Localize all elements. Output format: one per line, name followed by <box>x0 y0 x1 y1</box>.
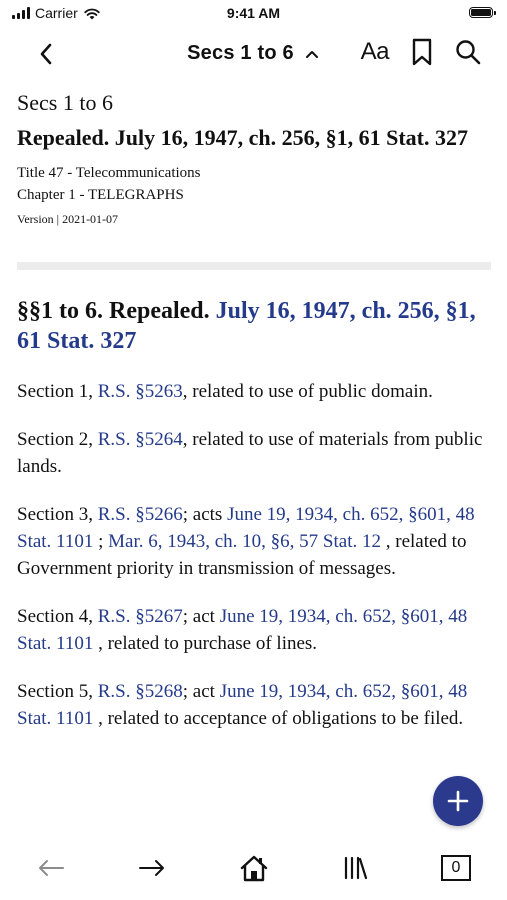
forward-nav-button[interactable] <box>134 850 170 886</box>
forward-arrow-icon <box>138 858 166 878</box>
collapse-chevron-up-icon <box>304 48 320 60</box>
library-icon <box>341 855 369 881</box>
carrier-label: Carrier <box>35 5 78 21</box>
citation-link[interactable]: R.S. §5267 <box>97 606 183 627</box>
para-text: , related to use of materials from public lands. <box>17 429 483 477</box>
paragraph-section-5 <box>17 678 491 732</box>
para-text: , related to acceptance of obligations to be filed. <box>93 708 464 729</box>
font-size-button[interactable]: Aa <box>360 38 389 65</box>
paragraph-section-3 <box>17 501 491 582</box>
tabs-counter-icon <box>441 855 471 881</box>
citation-link[interactable]: R.S. §5266 <box>97 504 183 525</box>
para-text: Section 3, <box>17 504 98 525</box>
section-title-text: §§1 to 6. Repealed. <box>17 298 216 324</box>
doc-version: Version | 2021-01-07 <box>17 212 119 226</box>
paragraph-section-4 <box>17 603 491 657</box>
back-nav-button[interactable] <box>33 850 69 886</box>
para-text: ; acts <box>182 504 228 525</box>
citation-link[interactable]: R.S. §5263 <box>97 381 183 402</box>
citation-link[interactable]: Mar. 6, 1943, ch. 10, §6, 57 Stat. 12 <box>108 531 381 552</box>
home-icon <box>239 854 269 882</box>
section-title-link[interactable]: July 16, 1947, ch. 256, §1, 61 Stat. 327 <box>17 298 476 354</box>
plus-icon <box>447 790 469 812</box>
nav-title: Secs 1 to 6 <box>187 42 294 64</box>
document-content <box>17 296 491 753</box>
citation-link[interactable]: June 19, 1934, ch. 652, §601, 48 Stat. 1101 <box>17 504 475 552</box>
battery-icon <box>469 7 493 18</box>
para-text: Section 5, <box>17 681 98 702</box>
citation-link[interactable]: R.S. §5264 <box>97 429 183 450</box>
nav-actions <box>361 38 481 66</box>
citation-link[interactable]: R.S. §5268 <box>97 681 183 702</box>
paragraph-section-1 <box>17 378 491 405</box>
para-text: , related to use of public domain. <box>182 381 433 402</box>
status-time: 9:41 AM <box>226 5 281 21</box>
paragraph-section-2 <box>17 426 491 480</box>
citation-link[interactable]: June 19, 1934, ch. 652, §601, 48 Stat. 1101 <box>17 606 468 654</box>
doc-heading: Repealed. July 16, 1947, ch. 256, §1, 61 Stat. 327 <box>17 125 468 150</box>
header-divider <box>17 262 491 270</box>
add-button[interactable] <box>433 776 483 826</box>
home-button[interactable] <box>236 850 272 886</box>
bottom-toolbar <box>0 840 507 896</box>
para-text: ; <box>93 531 109 552</box>
doc-sections-label: Secs 1 to 6 <box>17 90 113 115</box>
document-header <box>17 90 491 227</box>
para-text: Section 4, <box>17 606 98 627</box>
para-text: Section 2, <box>17 429 98 450</box>
tabs-counter-value: 0 <box>451 859 461 876</box>
para-text: ; act <box>182 681 220 702</box>
citation-link[interactable]: June 19, 1934, ch. 652, §601, 48 Stat. 1101 <box>17 681 468 729</box>
doc-chapter-line: Chapter 1 - TELEGRAPHS <box>17 187 184 203</box>
para-text: , related to Government priority in transmission of messages. <box>17 531 467 579</box>
section-title <box>17 296 491 356</box>
nav-bar <box>0 32 507 76</box>
search-icon[interactable] <box>455 39 481 65</box>
back-arrow-icon <box>37 858 65 878</box>
status-bar <box>0 0 507 30</box>
para-text: , related to purchase of lines. <box>93 633 318 654</box>
doc-title-line: Title 47 - Telecommunications <box>17 165 201 181</box>
library-button[interactable] <box>337 850 373 886</box>
para-text: Section 1, <box>17 381 98 402</box>
para-text: ; act <box>182 606 220 627</box>
tabs-counter-button[interactable] <box>438 850 474 886</box>
bookmark-icon[interactable] <box>411 38 433 66</box>
